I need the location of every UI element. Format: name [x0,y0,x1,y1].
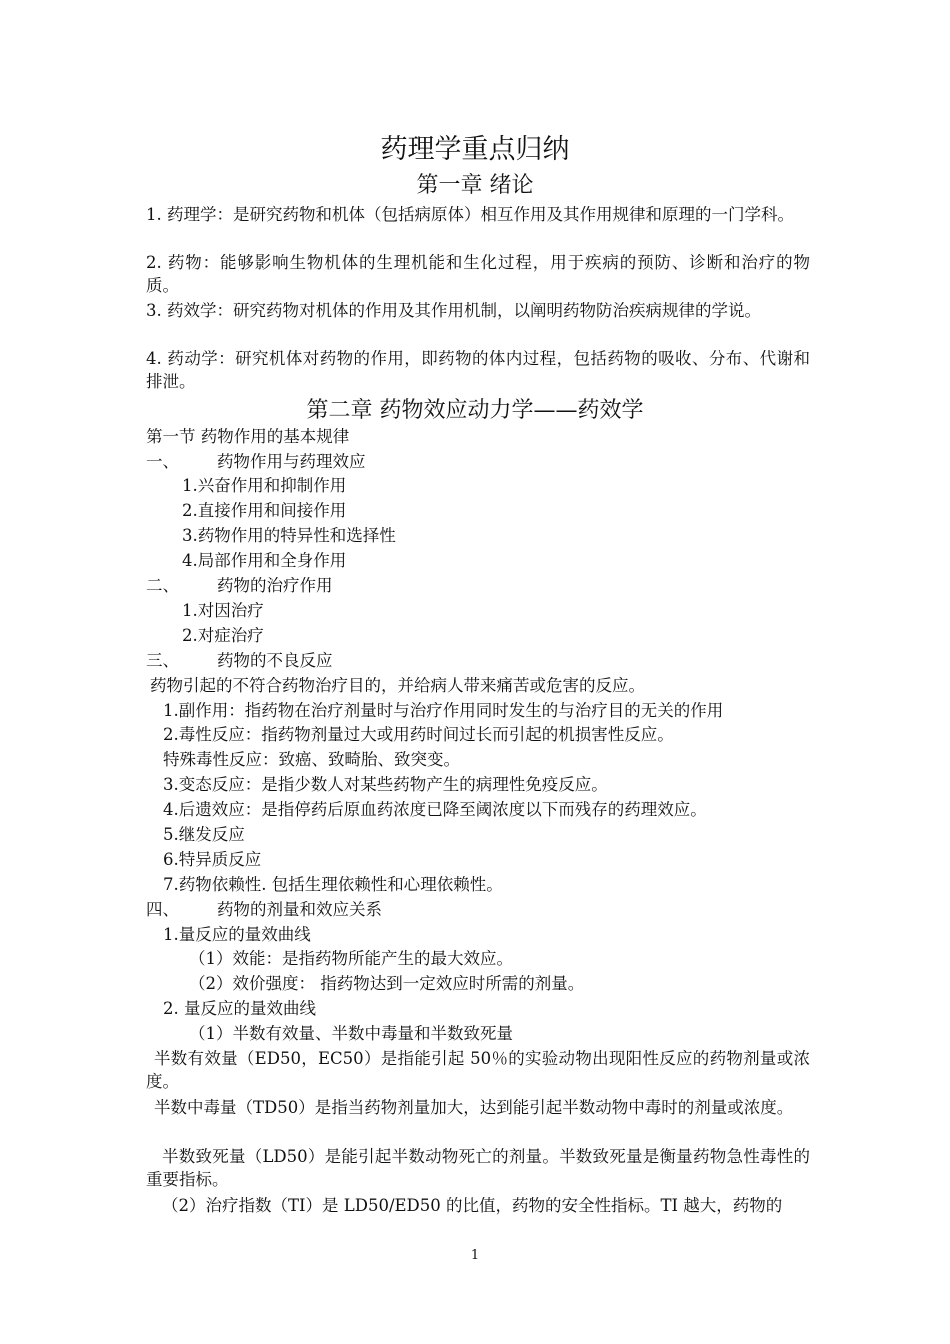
chapter-1-item-3: 3. 药效学：研究药物对机体的作用及其作用机制，以阐明药物防治疾病规律的学说。 [146,301,761,320]
section-1-heading: 第一节 药物作用的基本规律 [146,427,350,446]
chapter-2-heading: 第二章 药物效应动力学——药效学 [306,398,644,423]
chapter-1-heading: 第一章 绪论 [416,173,534,198]
part-3-item-1: 1.副作用：指药物在治疗剂量时与治疗作用同时发生的与治疗目的无关的作用 [163,701,724,720]
part-4-sub-1-item-1: （1）效能：是指药物所能产生的最大效应。 [189,949,513,968]
part-4-sub-1: 1.量反应的量效曲线 [163,925,311,944]
part-3-item-6: 5.继发反应 [163,825,245,844]
part-3-item-8: 7.药物依赖性. 包括生理依赖性和心理依赖性。 [163,875,503,894]
document-title: 药理学重点归纳 [380,134,570,165]
part-1-item-4: 4.局部作用和全身作用 [182,551,347,570]
part-1-item-1: 1.兴奋作用和抑制作用 [182,476,347,495]
chapter-1-item-4: 4. 药动学：研究机体对药物的作用，即药物的体内过程，包括药物的吸收、分布、代谢和排泄。 [146,349,810,392]
part-3-item-5: 4.后遗效应：是指停药后原血药浓度已降至阈浓度以下而残存的药理效应。 [163,800,707,819]
part-1-number: 一、 [146,452,179,471]
part-1-item-3: 3.药物作用的特异性和选择性 [182,526,396,545]
part-4-label: 药物的剂量和效应关系 [217,900,382,919]
part-2-number: 二、 [146,576,179,595]
part-4-heading [146,898,382,922]
part-2-label: 药物的治疗作用 [217,576,333,595]
part-3-number: 三、 [146,651,179,670]
part-3-label: 药物的不良反应 [217,651,333,670]
part-1-item-2: 2.直接作用和间接作用 [182,501,347,520]
part-3-item-7: 6.特异质反应 [163,850,262,869]
part-1-heading [146,450,366,474]
part-4-sub-2-item-1: （1）半数有效量、半数中毒量和半数致死量 [189,1024,513,1043]
part-4-sub-1-item-2: （2）效价强度： 指药物达到一定效应时所需的剂量。 [189,974,585,993]
part-2-item-1: 1.对因治疗 [182,601,264,620]
part-1-label: 药物作用与药理效应 [217,452,366,471]
chapter-1-item-2: 2. 药物：能够影响生物机体的生理机能和生化过程，用于疾病的预防、诊断和治疗的物质。 [146,253,810,296]
part-3-item-2: 2.毒性反应：指药物剂量过大或用药时间过长而引起的机损害性反应。 [163,725,674,744]
page-number: 1 [470,1248,480,1263]
ld50-paragraph: 半数致死量（LD50）是能引起半数动物死亡的剂量。半数致死量是衡量药物急性毒性的重要指标。 [146,1147,810,1190]
part-3-heading [146,649,333,673]
ed50-paragraph: 半数有效量（ED50，EC50）是指能引起 50％的实验动物出现阳性反应的药物剂量或浓度。 [146,1049,810,1092]
part-3-item-3: 特殊毒性反应：致癌、致畸胎、致突变。 [163,750,460,769]
part-2-item-2: 2.对症治疗 [182,626,264,645]
part-3-item-4: 3.变态反应：是指少数人对某些药物产生的病理性免疫反应。 [163,775,608,794]
chapter-1-item-1: 1. 药理学：是研究药物和机体（包括病原体）相互作用及其作用规律和原理的一门学科。 [146,205,794,224]
td50-paragraph: 半数中毒量（TD50）是指当药物剂量加大，达到能引起半数动物中毒时的剂量或浓度。 [154,1098,794,1117]
part-3-definition: 药物引起的不符合药物治疗目的，并给病人带来痛苦或危害的反应。 [150,676,645,695]
part-2-heading [146,574,333,598]
ti-paragraph: （2）治疗指数（TI）是 LD50/ED50 的比值，药物的安全性指标。TI 越大，药物的 [162,1196,783,1215]
part-4-number: 四、 [146,900,179,919]
part-4-sub-2: 2. 量反应的量效曲线 [163,999,316,1018]
